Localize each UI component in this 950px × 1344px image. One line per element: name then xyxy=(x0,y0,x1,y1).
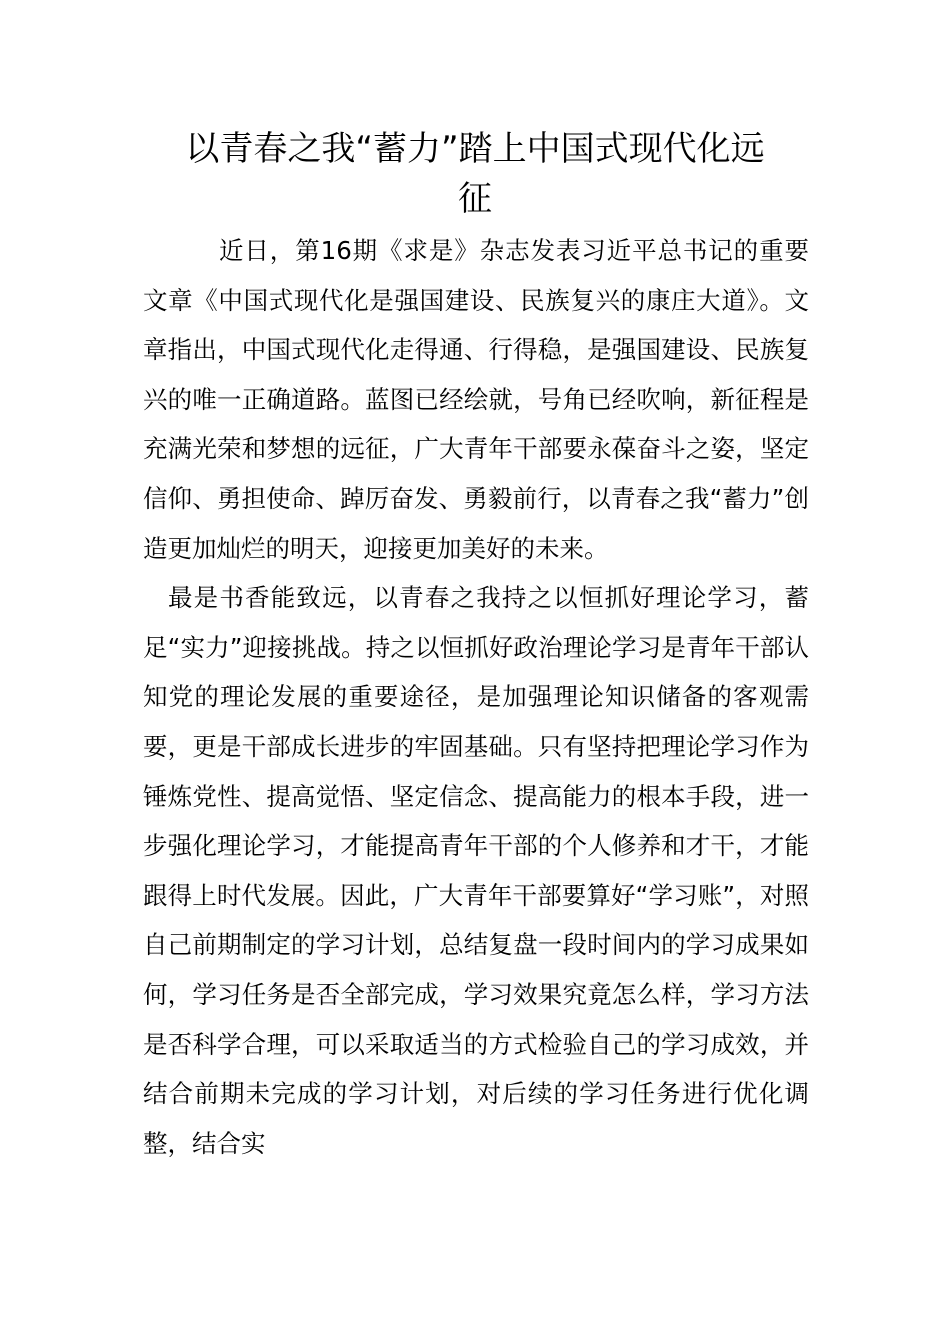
paragraph: 最是书香能致远，以青春之我持之以恒抓好理论学习，蓄足“实力”迎接挑战。持之以恒抓好政治理论学习是青年干部认知党的理论发展的重要途径，是加强理论知识储备的客观需要，更是干部成长进步的牢固基础。只有坚持把理论学习作为锤炼党性、提高觉悟、坚定信念、提高能力的根本手段，进一步强化理论学习，才能提高青年干部的个人修养和才干，才能跟得上时代发展。因此，广大青年干部要算好“学习账”，对照自己前期制定的学习计划，总结复盘一段时间内的学习成果如何，学习任务是否全部完成，学习效果究竟怎么样，学习方法是否科学合理，可以采取适当的方式检验自己的学习成效，并结合前期未完成的学习计划，对后续的学习任务进行优化调整，结合实 xyxy=(143,583,809,1158)
paragraph: 近日，第16期《求是》杂志发表习近平总书记的重要文章《中国式现代化是强国建设、民族复兴的康庄大道》。文章指出，中国式现代化走得通、行得稳，是强国建设、民族复兴的唯一正确道路。蓝图已经绘就，号角已经吹响，新征程是充满光荣和梦想的远征，广大青年干部要永葆奋斗之姿，坚定信仰、勇担使命、踔厉奋发、勇毅前行，以青春之我“蓄力”创造更加灿烂的明天，迎接更加美好的未来。 xyxy=(143,236,809,563)
title-line-2: 征 xyxy=(458,179,492,219)
document-body xyxy=(143,226,809,1168)
title-line-1: 以青春之我“蓄力”踏上中国式现代化远 xyxy=(185,129,765,169)
document-title xyxy=(0,124,950,224)
